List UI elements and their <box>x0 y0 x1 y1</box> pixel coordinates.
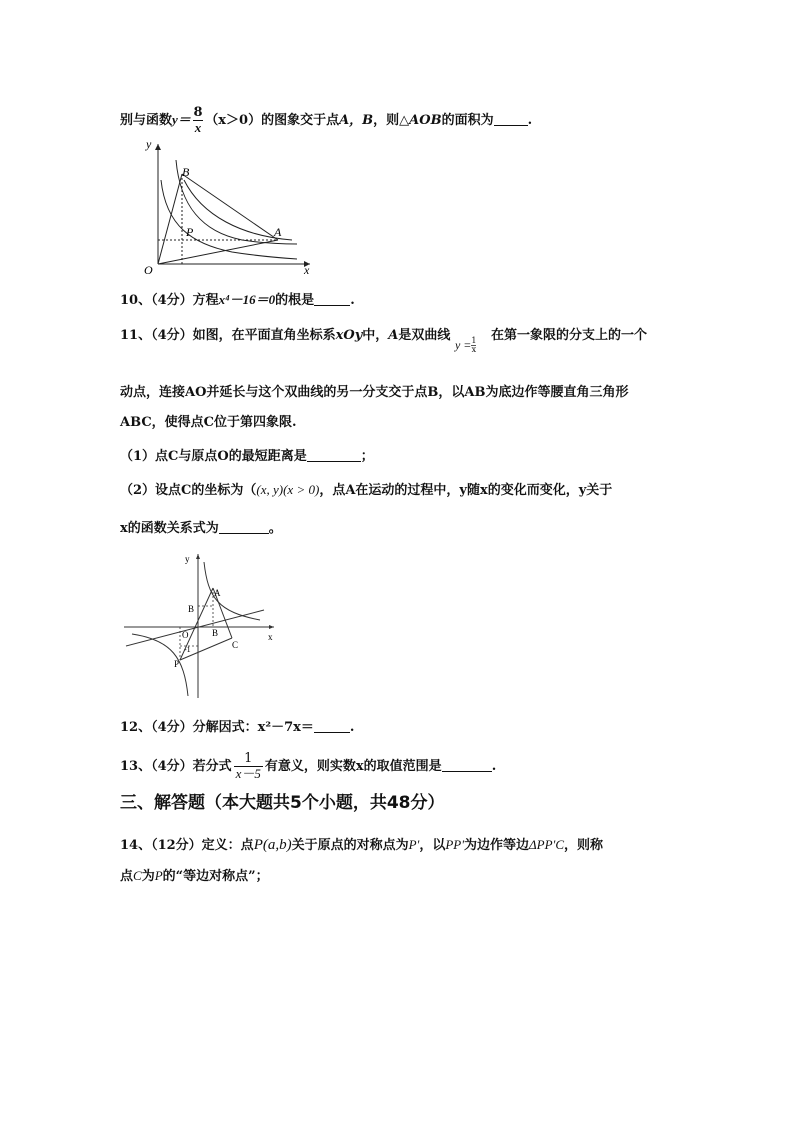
q11-text-2: 动点，连接AO并延长与这个双曲线的另一分支交于点B，以AB为底边作等腰直角三角形 <box>120 385 629 400</box>
q13-end: . <box>491 759 497 774</box>
fig1-label-p: P <box>186 225 194 239</box>
q9-frac-den: x <box>194 120 202 135</box>
q14-pp: P' <box>408 837 420 852</box>
q13-fraction <box>234 752 263 781</box>
q14-text-c: ，以 <box>419 838 446 853</box>
q11-mid2: 是双曲线 <box>398 328 451 343</box>
q11-part1-text: （1）点C与原点O的最短距离是 <box>120 449 307 464</box>
q14-text-h: 的“等边对称点”； <box>162 869 269 884</box>
q14-text-b: 关于原点的对称点为 <box>291 838 409 853</box>
q12-answer-blank[interactable] <box>314 718 350 733</box>
q14-text-d: 为边作等边 <box>464 838 530 853</box>
q11-line6 <box>120 519 676 539</box>
q11-text-3: ABC，使得点C位于第四象限. <box>120 415 297 430</box>
q10-line <box>120 290 676 311</box>
q11-hyperbola-formula <box>455 335 491 356</box>
q9-points: A，B <box>339 113 374 128</box>
figure-2 <box>122 550 282 700</box>
section-3-title: 三、解答题（本大题共5个小题，共48分） <box>120 793 445 813</box>
fig2-x-arrow <box>269 625 274 629</box>
q14-ppp: PP' <box>445 837 465 852</box>
fig2-hyperbola-q1 <box>204 562 260 620</box>
q9-cond: （x＞0）的图象交于点 <box>205 113 340 128</box>
q9-frac-num: 8 <box>193 105 203 120</box>
q9-line <box>120 106 676 135</box>
q11-mid3: 在第一象限的分支上的一个 <box>490 328 647 343</box>
q14-triangle: ΔPP'C <box>529 837 565 852</box>
fig2-label-c: C <box>232 640 239 650</box>
fig2-label-y: y <box>185 554 190 564</box>
q14-text-e: ，则称 <box>564 838 604 853</box>
fig1-y-arrow <box>155 144 161 150</box>
q11-part1-end: ； <box>360 449 374 464</box>
q14-line1 <box>120 835 676 856</box>
q11-hyp-frac <box>471 337 476 354</box>
q9-text-b: ，则△ <box>373 113 410 128</box>
q11-line6-end: 。 <box>268 521 282 536</box>
q11-part2-blank[interactable] <box>219 519 269 534</box>
q11-part1 <box>120 447 676 467</box>
q13-text-b: 有意义，则实数x的取值范围是 <box>264 759 442 774</box>
q9-text-c: 的面积为 <box>441 113 494 128</box>
q11-part2-text-a: （2）设点C的坐标为（ <box>120 483 257 498</box>
q14-text-g: 为 <box>141 869 155 884</box>
q13-text-a: 13、（4分）若分式 <box>120 759 232 774</box>
fig2-label-x: x <box>268 632 273 642</box>
q11-line1 <box>120 325 676 354</box>
q11-line2 <box>120 383 676 403</box>
q13-line <box>120 752 676 781</box>
q10-answer-blank[interactable] <box>314 291 350 306</box>
fig1-label-a: A <box>274 225 282 239</box>
q9-answer-blank[interactable] <box>494 111 528 126</box>
fig1-label-x: x <box>304 263 310 276</box>
figure-1 <box>132 136 322 276</box>
q11-a: A <box>388 328 399 343</box>
q10-end: . <box>350 293 355 308</box>
fig1-hyperbola-inner <box>161 180 297 259</box>
fig2-y-arrow <box>196 554 200 559</box>
q9-text: 别与函数 <box>120 113 173 128</box>
q11-line6-text: x的函数关系式为 <box>120 521 219 536</box>
fig1-label-o: O <box>144 263 153 276</box>
fig2-label-b1: B <box>188 604 195 614</box>
q12-text: 12、（4分）分解因式：x²－7x＝ <box>120 720 314 735</box>
q11-mid1: 中， <box>362 328 389 343</box>
fig2-label-b2: B <box>212 628 219 638</box>
q11-part1-blank[interactable] <box>307 447 361 462</box>
q14-c: C <box>133 868 142 883</box>
fig1-label-y: y <box>146 137 152 151</box>
q11-hyp-den: x <box>471 345 477 354</box>
q13-frac-den: x－5 <box>235 766 261 781</box>
q12-end: . <box>349 720 355 735</box>
q14-text-a: 14、（12分）定义：点 <box>120 838 254 853</box>
q13-answer-blank[interactable] <box>442 757 492 772</box>
q10-equation: x⁴－16＝0 <box>218 292 276 307</box>
q11-hyp-num: 1 <box>471 336 477 345</box>
q10-rest: 的根是 <box>275 293 315 308</box>
q11-part2-math: (x, y)(x > 0) <box>256 482 320 497</box>
q9-yeq: y＝ <box>172 112 191 127</box>
q11-part2-text-b: ，点A在运动的过程中，y随x的变化而变化，y关于 <box>319 483 613 498</box>
q9-end: . <box>527 113 533 128</box>
q11-line3 <box>120 413 676 433</box>
q12-line <box>120 718 676 738</box>
q13-frac-num: 1 <box>244 751 253 766</box>
q9-triangle: AOB <box>409 113 442 128</box>
fig2-label-neg1: -1 <box>184 645 191 654</box>
q11-hyp-y: y = <box>454 338 472 352</box>
fig1-line-oa <box>158 240 278 264</box>
q10-text: 10、（4分）方程 <box>120 293 219 308</box>
fig2-label-p: P <box>174 659 180 669</box>
fig1-label-b: B <box>182 165 190 179</box>
q11-xoy: xOy <box>335 328 363 343</box>
fig2-label-a: A <box>214 588 221 598</box>
q11-text-1: 11、（4分）如图，在平面直角坐标系 <box>120 328 336 343</box>
q11-part2 <box>120 480 676 501</box>
fig1-line-ba <box>182 174 278 240</box>
fig2-label-o: O <box>182 630 189 640</box>
q9-fraction <box>193 106 204 135</box>
q14-line2 <box>120 866 676 887</box>
q14-text-f: 点 <box>120 869 134 884</box>
q14-p: P <box>154 868 163 883</box>
q14-pab: P(a,b) <box>253 837 292 853</box>
